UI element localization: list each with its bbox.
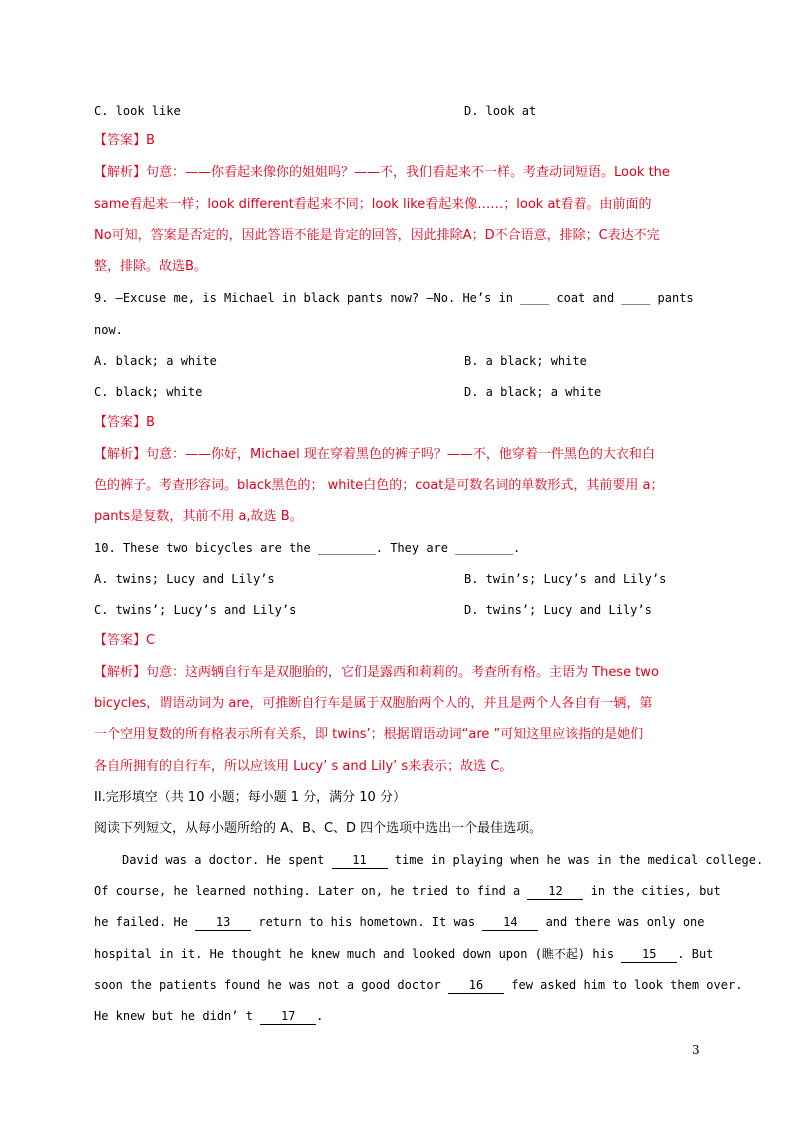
passage-text: . But — [677, 947, 714, 961]
page-number: 3 — [692, 1043, 700, 1057]
q9-analysis-1: 【解析】句意：——你好，Michael 现在穿着黑色的裤子吗？——不，他穿着一件黑色的大衣和白 — [94, 447, 655, 462]
q8-answer: 【答案】B — [94, 133, 155, 148]
blank-17: 17 — [260, 1009, 316, 1025]
section-instruction: 阅读下列短文，从每小题所给的 A、B、C、D 四个选项中选出一个最佳选项。 — [94, 821, 543, 836]
passage-text: soon the patients found he was not a good doctor — [94, 978, 449, 992]
passage-text: Of course, he learned nothing. Later on, he tried to find a — [94, 884, 528, 898]
q8-analysis-1: 【解析】句意：——你看起来像你的姐姐吗？——不，我们看起来不一样。考查动词短语。Look the — [94, 165, 670, 180]
q9-answer: 【答案】B — [94, 415, 155, 430]
blank-14: 14 — [482, 915, 538, 931]
blank-16: 16 — [448, 978, 504, 994]
q10-analysis-1: 【解析】句意：这两辆自行车是双胞胎的，它们是露西和莉莉的。考查所有格。主语为 These two — [94, 665, 659, 680]
q10-analysis-2: bicycles，谓语动词为 are，可推断自行车是属于双胞胎两个人的，并且是两个人各自有一辆，第 — [94, 696, 653, 711]
q9-option-b: B. a black; white — [464, 354, 587, 368]
passage-text: He knew but he didn’ t — [94, 1009, 261, 1023]
q10-option-b: B. twin’s; Lucy’s and Lily’s — [464, 572, 667, 586]
q10-options-ab — [94, 570, 667, 588]
q9-option-d: D. a black; a white — [464, 385, 602, 399]
section-title: II.完形填空（共 10 小题；每小题 1 分，满分 10 分） — [94, 790, 406, 805]
q10-option-c: C. twins’; Lucy’s and Lily’s — [94, 603, 297, 617]
passage-line-6 — [94, 1007, 323, 1025]
q9-options-cd — [94, 383, 602, 401]
q8-option-c: C. look like — [94, 104, 181, 118]
q8-option-d: D. look at — [464, 104, 537, 118]
q8-analysis-3: No可知，答案是否定的，因此答语不能是肯定的回答，因此排除A；D不合语意，排除；C表达不完 — [94, 228, 660, 243]
q10-analysis-4: 各自所拥有的自行车，所以应该用 Lucy’ s and Lily’ s来表示；故选 C。 — [94, 759, 513, 774]
passage-text: he failed. He — [94, 915, 196, 929]
passage-line-1 — [122, 851, 763, 869]
q10-answer: 【答案】C — [94, 633, 156, 648]
passage-text: return to his hometown. It was — [251, 915, 483, 929]
q8-options-cd — [94, 102, 537, 120]
blank-15: 15 — [621, 947, 677, 963]
q10-option-a: A. twins; Lucy and Lily’s — [94, 572, 275, 586]
q9-options-ab — [94, 352, 587, 370]
passage-line-5 — [94, 976, 742, 994]
q10-options-cd — [94, 601, 652, 619]
q9-analysis-2: 色的裤子。考查形容词。black黑色的； white白色的；coat是可数名词的单数形式，其前要用 a； — [94, 478, 664, 493]
passage-text: and there was only one — [538, 915, 705, 929]
passage-line-3 — [94, 913, 705, 931]
passage-text: . — [316, 1009, 324, 1023]
q9-analysis-3: pants是复数，其前不用 a,故选 B。 — [94, 509, 303, 524]
passage-text: time in playing when he was in the medical college. — [387, 853, 764, 867]
q10-stem: 10. These two bicycles are the ________. They are ________. — [94, 541, 521, 555]
q9-stem-1: 9. —Excuse me, is Michael in black pants now? —No. He’s in ____ coat and ____ pants — [94, 291, 694, 305]
q10-option-d: D. twins’; Lucy and Lily’s — [464, 603, 652, 617]
passage-line-4 — [94, 945, 713, 963]
q9-stem-2: now. — [94, 323, 123, 337]
q8-analysis-4: 整，排除。故选B。 — [94, 259, 207, 274]
passage-text: hospital in it. He thought he knew much and looked down upon (瞧不起) his — [94, 947, 622, 961]
blank-12: 12 — [527, 884, 583, 900]
passage-text: in the cities, but — [583, 884, 721, 898]
q9-option-a: A. black; a white — [94, 354, 217, 368]
blank-11: 11 — [332, 853, 388, 869]
passage-line-2 — [94, 882, 721, 900]
q10-analysis-3: 一个空用复数的所有格表示所有关系，即 twins’；根据谓语动词“are ”可知这里应该指的是她们 — [94, 727, 644, 742]
q8-analysis-2: same看起来一样；look different看起来不同；look like看起来像……；look at看着。由前面的 — [94, 197, 652, 212]
passage-text: David was a doctor. He spent — [122, 853, 332, 867]
passage-text: few asked him to look them over. — [504, 978, 743, 992]
blank-13: 13 — [195, 915, 251, 931]
q9-option-c: C. black; white — [94, 385, 203, 399]
